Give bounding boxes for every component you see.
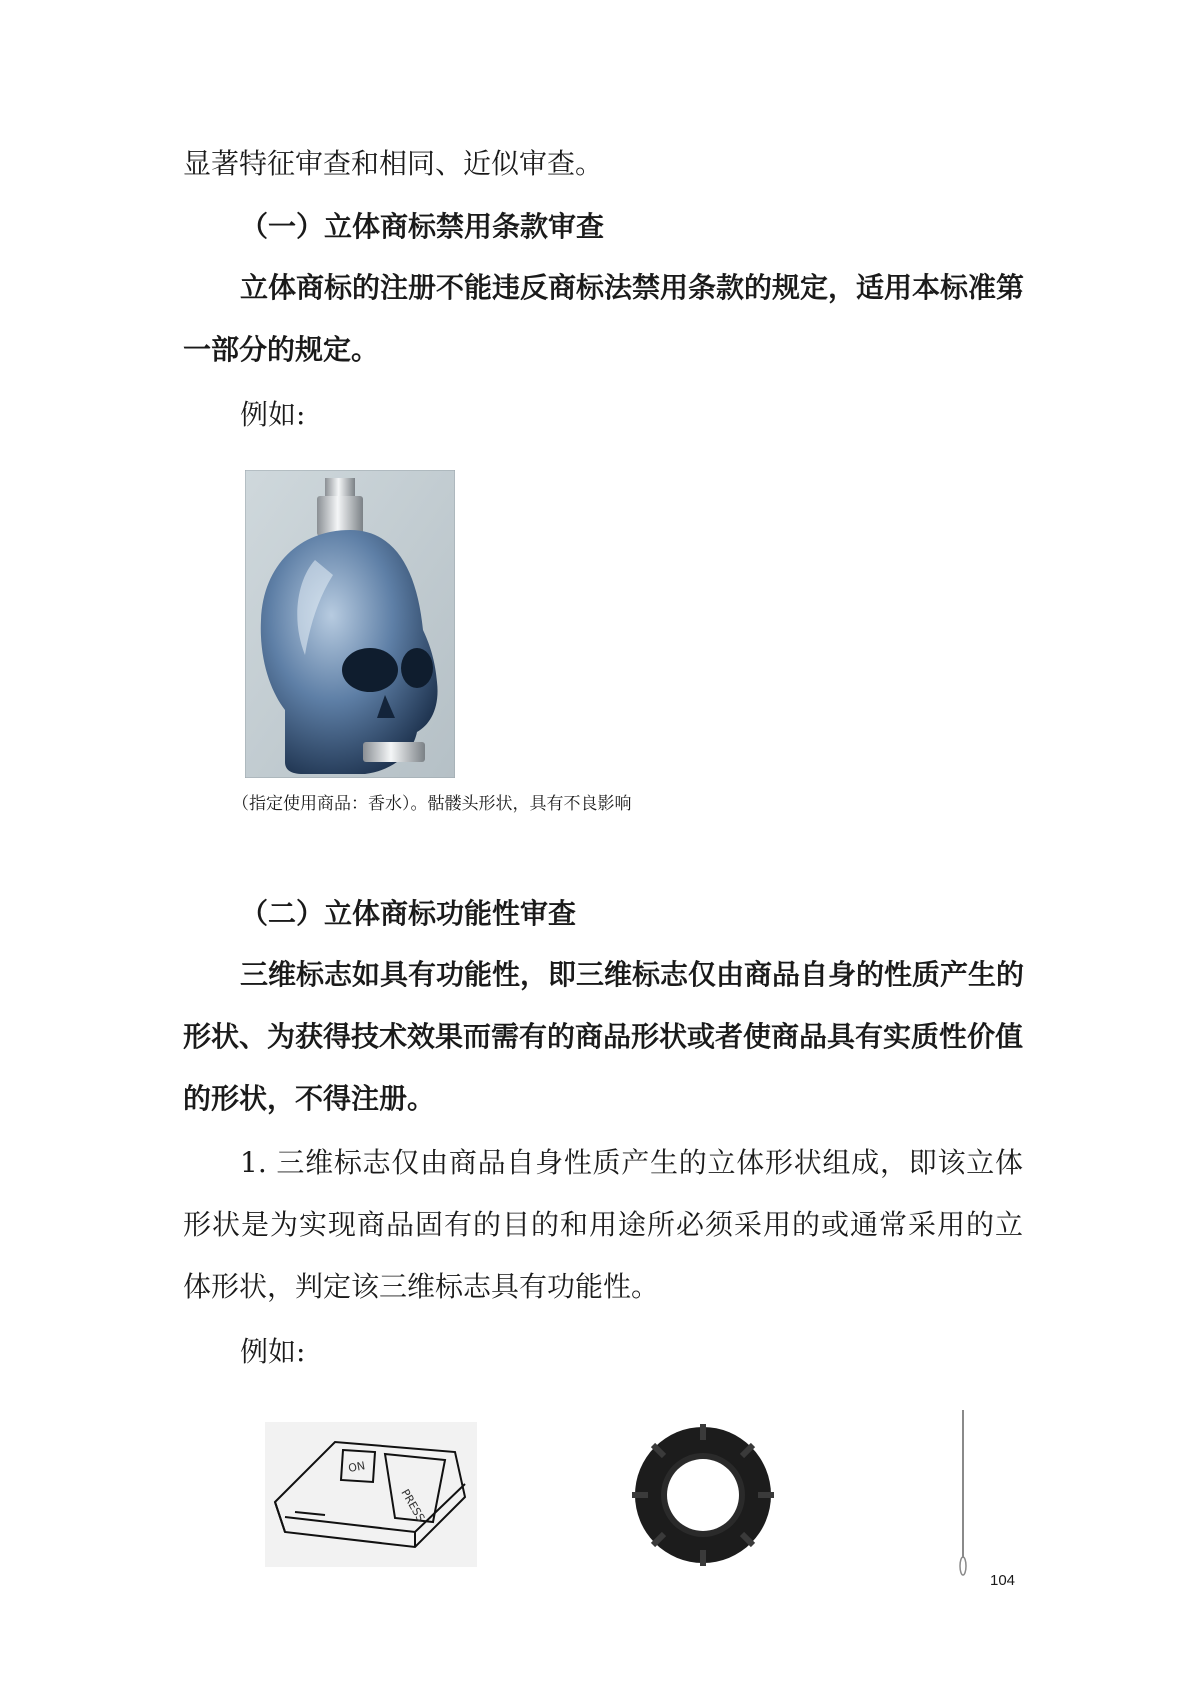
electronic-device-sketch-image xyxy=(265,1422,477,1567)
image-caption: （指定使用商品：香水）。骷髅头形状，具有不良影响 xyxy=(232,794,632,814)
example-label: 例如: xyxy=(240,1335,306,1368)
paragraph-line: 的形状，不得注册。 xyxy=(183,1082,436,1115)
needle-image xyxy=(955,1408,971,1578)
paragraph-line: 一部分的规定。 xyxy=(183,333,380,366)
section-heading-functionality: （二）立体商标功能性审查 xyxy=(240,897,577,930)
paragraph-line: 立体商标的注册不能违反商标法禁用条款的规定，适用本标准第 xyxy=(240,271,1025,304)
skull-perfume-bottle-image xyxy=(245,470,455,778)
example-label: 例如: xyxy=(240,398,306,431)
paragraph-line: 体形状，判定该三维标志具有功能性。 xyxy=(183,1270,660,1303)
paragraph-continuation: 显著特征审查和相同、近似审查。 xyxy=(183,147,604,180)
section-heading-prohibited-clauses: （一）立体商标禁用条款审查 xyxy=(240,210,605,243)
paragraph-line: 形状、为获得技术效果而需有的商品形状或者使商品具有实质性价值 xyxy=(183,1020,1024,1053)
paragraph-line: 三维标志如具有功能性，即三维标志仅由商品自身的性质产生的 xyxy=(240,958,1025,991)
svg-text:PRESS: PRESS xyxy=(398,1487,428,1524)
tyre-image xyxy=(628,1420,778,1570)
paragraph-line: 1. 三维标志仅由商品自身性质产生的立体形状组成，即该立体 xyxy=(240,1146,1023,1179)
paragraph-line: 形状是为实现商品固有的目的和用途所必须采用的或通常采用的立 xyxy=(183,1208,1023,1241)
page-number: 104 xyxy=(990,1572,1016,1589)
svg-text:ON: ON xyxy=(347,1459,367,1475)
